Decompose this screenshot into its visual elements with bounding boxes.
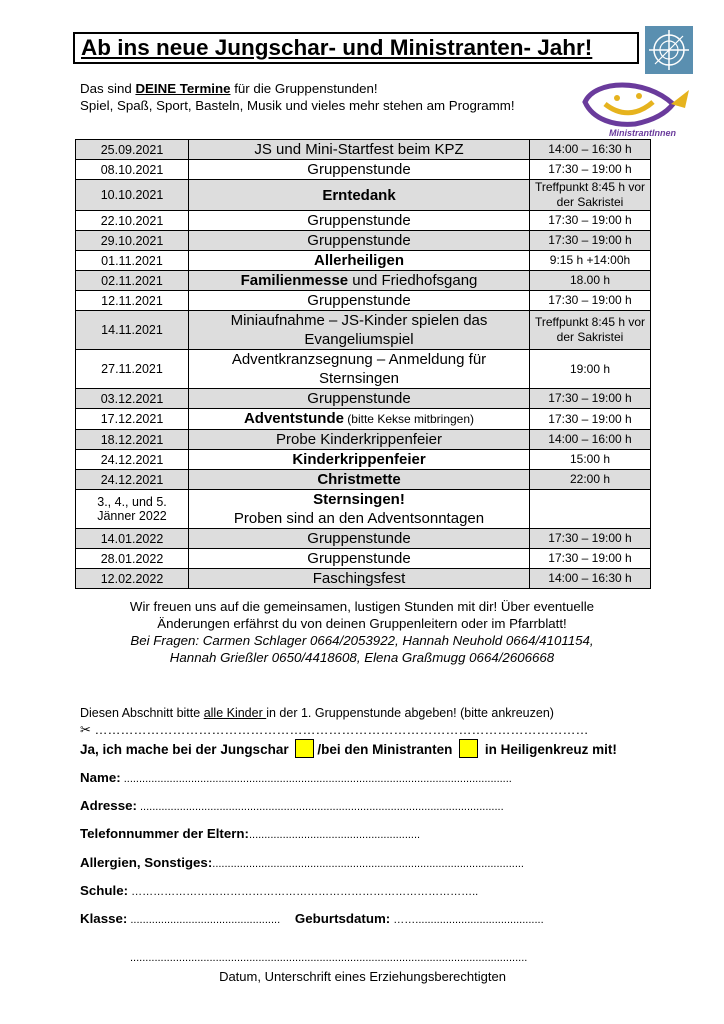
event-text: Gruppenstunde <box>307 530 411 547</box>
schedule-row <box>76 549 651 569</box>
event-text: Adventkranzsegnung – Anmeldung für Sternsingen <box>231 351 487 387</box>
schedule-time: 9:15 h +14:00h <box>530 251 651 271</box>
schedule-row <box>76 180 651 211</box>
allergien-label: Allergien, Sonstiges: <box>80 855 213 870</box>
schedule-event <box>189 389 530 409</box>
schedule-row <box>76 140 651 160</box>
schedule-event <box>189 569 530 589</box>
schedule-event <box>189 231 530 251</box>
parish-logo <box>645 26 693 74</box>
schedule-date: 03.12.2021 <box>76 389 189 409</box>
intro-line1-post: für die Gruppenstunden! <box>230 81 378 96</box>
name-label: Name: <box>80 770 121 785</box>
schedule-event <box>189 409 530 430</box>
schedule-event <box>189 430 530 450</box>
schedule-date: 25.09.2021 <box>76 140 189 160</box>
schedule-date: 10.10.2021 <box>76 180 189 211</box>
klasse-geburt-row <box>80 911 640 926</box>
logo-text: MinistrantInnen <box>609 128 676 138</box>
schedule-date: 02.11.2021 <box>76 271 189 291</box>
ministranten-logo <box>575 82 693 140</box>
schedule-row <box>76 311 651 350</box>
event-text-bold: Adventstunde <box>243 410 344 427</box>
schedule-time: 18.00 h <box>530 271 651 291</box>
event-text: Gruppenstunde <box>307 390 411 407</box>
schedule-date: 27.11.2021 <box>76 350 189 389</box>
schule-dots: ………………………………………………………………………………….. <box>128 886 479 898</box>
form-hint-pre: Diesen Abschnitt bitte <box>80 706 204 720</box>
event-text-note: (bitte Kekse mitbringen) <box>343 412 475 426</box>
klasse-dots: ................................................. <box>127 914 281 926</box>
event-text: Gruppenstunde <box>307 292 411 309</box>
intro-line1-pre: Das sind <box>80 81 136 96</box>
telefon-field[interactable] <box>80 826 640 841</box>
schedule-event <box>189 311 530 350</box>
schedule-row <box>76 160 651 180</box>
event-text-bold: Familienmesse <box>240 272 349 289</box>
schedule-row <box>76 430 651 450</box>
event-text: Gruppenstunde <box>307 212 411 229</box>
schedule-date: 29.10.2021 <box>76 231 189 251</box>
event-text: Gruppenstunde <box>307 232 411 249</box>
notes-contacts-line1: Bei Fragen: Carmen Schlager 0664/2053922, Hannah Neuhold 0664/4101154, <box>130 633 594 648</box>
schule-label: Schule: <box>80 883 129 898</box>
parish-logo-icon <box>645 26 693 74</box>
schedule-date: 12.02.2022 <box>76 569 189 589</box>
geburtsdatum-dots: …….......................................... <box>390 914 544 926</box>
schedule-time: 14:00 – 16:30 h <box>530 569 651 589</box>
ja-text-1: Ja, ich mache bei der Jungschar <box>80 742 293 757</box>
telefon-label: Telefonnummer der Eltern: <box>80 826 249 841</box>
schedule-event <box>189 271 530 291</box>
schedule-event <box>189 160 530 180</box>
klasse-label: Klasse: <box>80 911 128 926</box>
adresse-label: Adresse: <box>80 798 137 813</box>
schedule-event <box>189 211 530 231</box>
event-text: Gruppenstunde <box>307 550 411 567</box>
ja-text-2: /bei den Ministranten <box>317 742 457 757</box>
adresse-field[interactable] <box>80 798 640 813</box>
notes-contacts-line2: Hannah Grießler 0650/4418608, Elena Graßmugg 0664/2606668 <box>169 650 555 665</box>
schedule-date: 18.12.2021 <box>76 430 189 450</box>
schedule-time: 17:30 – 19:00 h <box>530 549 651 569</box>
form-hint-underlined: alle Kinder <box>203 706 267 720</box>
schedule-time: 17:30 – 19:00 h <box>530 529 651 549</box>
schedule-event <box>189 350 530 389</box>
event-text: Christmette <box>317 471 401 488</box>
form-hint <box>80 706 554 720</box>
schedule-event <box>189 140 530 160</box>
schedule-row <box>76 231 651 251</box>
klasse-field[interactable] <box>80 911 280 926</box>
registration-line <box>80 739 617 758</box>
page-title: Ab ins neue Jungschar- und Ministranten- Jahr! <box>81 35 593 60</box>
schedule-row <box>76 389 651 409</box>
schedule-date: 01.11.2021 <box>76 251 189 271</box>
schedule-time: 14:00 – 16:30 h <box>530 140 651 160</box>
event-text-bold: Sternsingen! <box>313 491 405 508</box>
event-text: Faschingsfest <box>312 570 406 587</box>
intro-text <box>80 80 515 114</box>
event-text-rest: und Friedhofsgang <box>348 272 478 289</box>
notes-line1: Wir freuen uns auf die gemeinsamen, lustigen Stunden mit dir! Über eventuelle <box>129 599 595 614</box>
schedule-event <box>189 490 530 529</box>
schedule-time: 17:30 – 19:00 h <box>530 291 651 311</box>
schedule-row <box>76 291 651 311</box>
notes <box>75 598 649 666</box>
event-text: Kinderkrippenfeier <box>292 451 426 468</box>
intro-line2: Spiel, Spaß, Sport, Basteln, Musik und vieles mehr stehen am Programm! <box>80 98 515 113</box>
adresse-dots: ....................................................................................................................... <box>136 801 504 813</box>
schedule-date: 14.11.2021 <box>76 311 189 350</box>
schedule-date: 12.11.2021 <box>76 291 189 311</box>
name-field[interactable] <box>80 770 640 785</box>
schedule-row <box>76 409 651 430</box>
event-text: JS und Mini-Startfest beim KPZ <box>254 141 464 158</box>
schedule-time: Treffpunkt 8:45 h vor der Sakristei <box>530 180 651 211</box>
schedule-event <box>189 450 530 470</box>
schedule-time: 17:30 – 19:00 h <box>530 160 651 180</box>
schedule-time: 17:30 – 19:00 h <box>530 389 651 409</box>
geburtsdatum-label: Geburtsdatum: <box>294 911 391 926</box>
schule-field[interactable] <box>80 883 640 898</box>
schedule-time: 17:30 – 19:00 h <box>530 409 651 430</box>
allergien-dots: ...................................................................................................... <box>212 858 524 870</box>
schedule-date: 08.10.2021 <box>76 160 189 180</box>
jungschar-checkbox[interactable] <box>295 739 314 758</box>
ministranten-fish-icon <box>575 82 693 140</box>
schedule-row <box>76 350 651 389</box>
geburtsdatum-field[interactable] <box>295 911 544 926</box>
event-text: Allerheiligen <box>313 252 405 269</box>
event-text: Erntedank <box>322 186 396 204</box>
allergien-field[interactable] <box>80 855 640 870</box>
event-text: Miniaufnahme – JS-Kinder spielen das Evangeliumspiel <box>230 312 488 348</box>
notes-line2: Änderungen erfährst du von deinen Gruppenleitern oder im Pfarrblatt! <box>157 616 567 631</box>
schedule-date: 17.12.2021 <box>76 409 189 430</box>
title-box <box>73 32 639 64</box>
event-text: Probe Kinderkrippenfeier <box>276 431 442 448</box>
event-text: Gruppenstunde <box>307 161 411 178</box>
schedule-row <box>76 450 651 470</box>
schedule-date: 14.01.2022 <box>76 529 189 549</box>
schedule-row <box>76 569 651 589</box>
schedule-row <box>76 211 651 231</box>
schedule-row <box>76 251 651 271</box>
form-hint-post: in der 1. Gruppenstunde abgeben! (bitte ankreuzen) <box>266 706 554 720</box>
intro-line1-bold: DEINE Termine <box>135 81 231 96</box>
schedule-time <box>530 490 651 529</box>
schedule-time: 19:00 h <box>530 350 651 389</box>
schedule-time: 17:30 – 19:00 h <box>530 211 651 231</box>
schedule-event <box>189 470 530 490</box>
telefon-dots: ........................................................ <box>248 829 421 841</box>
ja-text-3: in Heiligenkreuz mit! <box>481 742 617 757</box>
schedule-row <box>76 271 651 291</box>
schedule-row <box>76 490 651 529</box>
schedule-date: 3., 4., und 5. Jänner 2022 <box>76 490 189 529</box>
signature-label: Datum, Unterschrift eines Erziehungsberechtigten <box>219 969 506 984</box>
schedule-time: 15:00 h <box>530 450 651 470</box>
schedule-event <box>189 251 530 271</box>
cut-line: ✂ …………………………………………………………………………………………………… <box>80 722 589 737</box>
schedule-date: 24.12.2021 <box>76 450 189 470</box>
schedule-date: 24.12.2021 <box>76 470 189 490</box>
schedule-event <box>189 549 530 569</box>
schedule-event <box>189 529 530 549</box>
schedule-event <box>189 291 530 311</box>
schedule-row <box>76 529 651 549</box>
schedule-time: 22:00 h <box>530 470 651 490</box>
name-dots: ............................................................................................................................... <box>120 773 512 785</box>
schedule-time: Treffpunkt 8:45 h vor der Sakristei <box>530 311 651 350</box>
schedule-table <box>75 139 651 589</box>
signature-line[interactable]: .................................................................................................................................. <box>130 952 528 964</box>
ministranten-checkbox[interactable] <box>459 739 478 758</box>
schedule-date: 22.10.2021 <box>76 211 189 231</box>
schedule-time: 14:00 – 16:00 h <box>530 430 651 450</box>
schedule-date: 28.01.2022 <box>76 549 189 569</box>
schedule-event <box>189 180 530 211</box>
schedule-time: 17:30 – 19:00 h <box>530 231 651 251</box>
event-text-line2: Proben sind an den Adventsonntagen <box>233 510 485 527</box>
schedule-row <box>76 470 651 490</box>
